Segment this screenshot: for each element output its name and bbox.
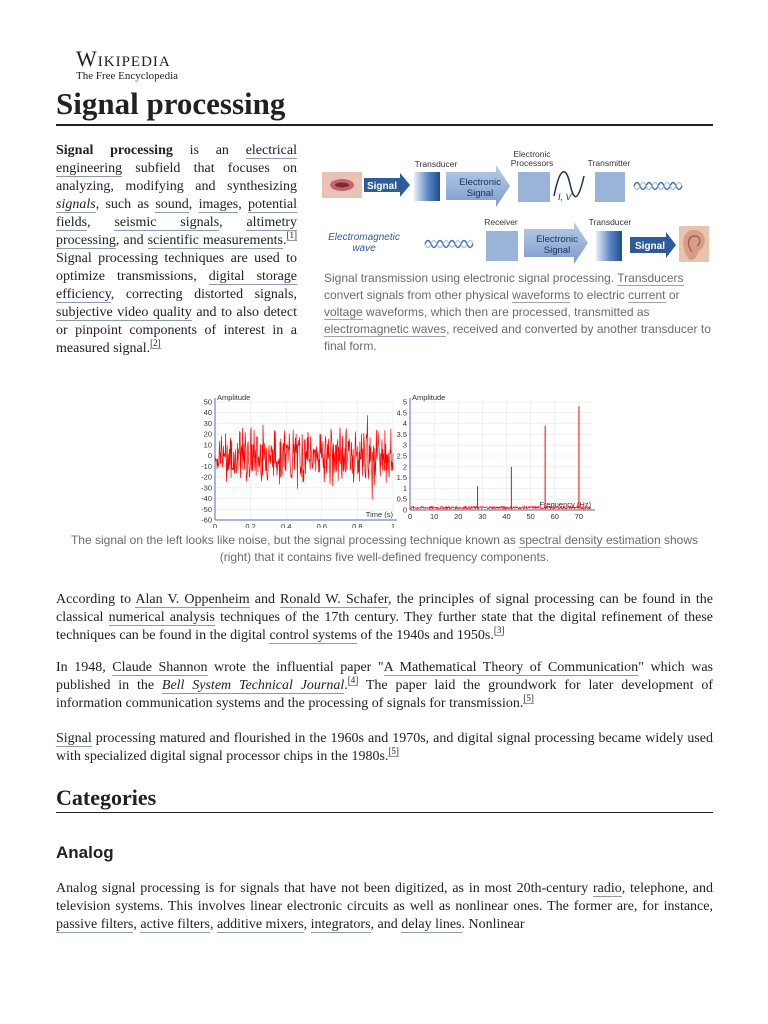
y-tick-label: 1.5: [396, 473, 407, 483]
site-tagline: The Free Encyclopedia: [76, 70, 179, 82]
y-tick-label: 5: [402, 397, 407, 407]
y-tick-label: -20: [201, 472, 212, 482]
x-tick-label: 10: [429, 512, 439, 521]
citation-5b[interactable]: [5]: [388, 746, 399, 757]
x-tick-label: 30: [478, 512, 487, 521]
mouth-image: [322, 172, 362, 198]
y-tick-label: 2: [402, 462, 407, 472]
x-tick-label: 50: [526, 512, 535, 521]
y-tick-label: 4.5: [396, 408, 407, 418]
link-electrical-engineering[interactable]: electrical engineering: [56, 143, 297, 176]
x-axis-label: Frequency (Hz): [539, 500, 591, 509]
receiver-block: [486, 231, 518, 261]
signal-arrow-2: [630, 232, 676, 258]
section-heading-categories: Categories: [56, 785, 157, 810]
link-scientific-measurements[interactable]: scientific measurements: [147, 233, 283, 248]
link-altimetry-processing[interactable]: altimetry processing: [56, 215, 298, 248]
y-tick-label: 20: [203, 429, 212, 439]
link-potential-fields[interactable]: potential fields: [56, 197, 298, 230]
processors-label: Electronic Processors: [510, 149, 554, 168]
x-tick-label: 0.2: [245, 522, 256, 528]
citation-5[interactable]: [5]: [523, 693, 534, 704]
page-title: Signal processing: [56, 86, 286, 121]
y-tick-label: 0.5: [396, 494, 407, 504]
link-signal[interactable]: Signal: [56, 731, 92, 746]
y-axis-label: Amplitude: [217, 393, 251, 402]
electronic-signal-arrow: [446, 165, 510, 207]
signal-label: Signal: [366, 181, 398, 192]
x-tick-label: 1: [390, 522, 396, 528]
transducer-block-2: [596, 231, 622, 261]
link-mathematical-theory-of-communication[interactable]: A Mathematical Theory of Communication: [383, 660, 639, 675]
y-tick-label: -30: [201, 483, 212, 493]
link-claude-shannon[interactable]: Claude Shannon: [112, 660, 208, 675]
link-bell-system-technical-journal[interactable]: Bell System Technical Journal: [161, 678, 345, 693]
y-tick-label: 0: [402, 505, 407, 515]
link-ronald-schafer[interactable]: Ronald W. Schafer: [280, 592, 389, 607]
y-tick-label: 3: [402, 440, 407, 450]
signal-transmission-diagram[interactable]: [320, 146, 713, 264]
electronic-signal-label-2: Electronic Signal: [536, 234, 578, 256]
x-tick-label: 20: [454, 512, 463, 521]
y-tick-label: 4: [402, 419, 407, 429]
x-tick-label: 0.4: [280, 522, 292, 528]
link-images[interactable]: images: [198, 197, 239, 212]
link-voltage[interactable]: voltage: [324, 305, 363, 319]
link-control-systems[interactable]: control systems: [269, 628, 357, 643]
link-seismic-signals[interactable]: seismic signals: [114, 215, 220, 230]
link-active-filters[interactable]: active filters: [140, 917, 210, 932]
citation-2[interactable]: [2]: [150, 338, 161, 349]
noise-spectrum-figure: [56, 386, 713, 566]
link-digital-storage-efficiency[interactable]: digital storage efficiency: [56, 269, 298, 302]
lead-paragraph: Signal processing is an electrical engineering subfield that focuses on analyzing, modifying and synthesizing signals, such as sound, images, potential fields, seismic signals, altimetry processing, and scientific measurements.[1] Signal processing techniques are used to optimize transmissions, digital storage efficiency, correcting distorted signals, subjective video quality and to also detect or pinpoint components of interest in a measured signal.[2]: [56, 143, 298, 356]
x-tick-label: 0: [212, 522, 218, 528]
transducer-block: [414, 172, 440, 201]
signal-label-2: Signal: [634, 241, 666, 252]
transmitter-label: Transmitter: [587, 158, 631, 168]
transmitter-block: [595, 172, 625, 202]
y-tick-label: 10: [203, 440, 212, 450]
y-tick-label: -10: [201, 461, 212, 471]
title-divider: [56, 124, 713, 126]
site-name: Wikipedia: [76, 46, 171, 71]
link-alan-oppenheim[interactable]: Alan V. Oppenheim: [135, 592, 250, 607]
link-passive-filters[interactable]: passive filters: [56, 917, 134, 932]
x-tick-label: 0.8: [352, 522, 363, 528]
frequency-domain-chart: [397, 393, 595, 521]
x-axis-label: Time (s): [365, 510, 393, 519]
link-additive-mixers[interactable]: additive mixers: [216, 917, 304, 932]
x-tick-label: 0.6: [316, 522, 328, 528]
subsection-heading-analog: Analog: [56, 843, 114, 862]
analog-paragraph: Analog signal processing is for signals that have not been digitized, as in most 20th-century radio, telephone, and television systems. This involves linear electronic circuits as well as nonlinear ones. The former are, for instance, passive filters, active filters, additive mixers, integrators, and delay lines. Nonlinear: [56, 881, 713, 932]
figure2-caption: The signal on the left looks like noise, but the signal processing technique known as spectral density estimation shows (right) that it contains five well-defined frequency components.: [70, 533, 699, 564]
time-domain-chart: [201, 393, 397, 528]
y-axis-label: Amplitude: [412, 393, 446, 402]
y-tick-label: -60: [201, 515, 212, 525]
link-subjective-video-quality[interactable]: subjective video quality: [56, 305, 192, 320]
transducer-label: Transducer: [414, 159, 458, 169]
em-wave-label: Electromagnetic wave: [328, 232, 400, 254]
transducer-label-2: Transducer: [588, 217, 632, 227]
link-numerical-analysis[interactable]: numerical analysis: [108, 610, 215, 625]
x-tick-label: 70: [574, 512, 584, 521]
x-tick-label: 60: [550, 512, 559, 521]
citation-3[interactable]: [3]: [493, 625, 505, 636]
ear-image: [679, 226, 709, 262]
y-tick-label: -40: [201, 494, 212, 504]
link-signals[interactable]: signals: [56, 197, 96, 212]
receiver-label: Receiver: [484, 217, 518, 227]
lead-bold-term: Signal processing: [56, 143, 173, 158]
y-tick-label: 2.5: [396, 451, 407, 461]
history-paragraph-3: Signal processing matured and flourished in the 1960s and 1970s, and digital signal processing became widely used with specialized digital signal processor chips in the 1980s.[5]: [56, 731, 713, 764]
link-spectral-density-estimation[interactable]: spectral density estimation: [519, 533, 661, 547]
figure1-caption: Signal transmission using electronic signal processing. Transducers convert signals from other physical waveforms to electric current or voltage waveforms, which then are processed, transmitted as electromagnetic waves, received and converted by another transducer to final form.: [324, 271, 711, 353]
link-electromagnetic-waves[interactable]: electromagnetic waves: [324, 322, 447, 336]
link-radio[interactable]: radio: [592, 881, 622, 896]
electronic-signal-arrow-2: [524, 222, 588, 264]
link-waveforms[interactable]: waveforms: [512, 288, 571, 302]
citation-4[interactable]: [4]: [347, 675, 359, 686]
iv-label: I, V: [558, 192, 572, 202]
history-paragraph-1: According to Alan V. Oppenheim and Ronald W. Schafer, the principles of signal processing can be found in the classical numerical analysis techniques of the 17th century. They further state that the digital refinement of these techniques can be found in the digital control systems of the 1940s and 1950s.[3]: [56, 592, 713, 643]
signal-transmission-figure: [320, 146, 713, 356]
y-tick-label: 3.5: [396, 429, 407, 439]
link-sound[interactable]: sound: [155, 197, 189, 212]
link-delay-lines[interactable]: delay lines: [401, 917, 462, 932]
wikipedia-logo[interactable]: [76, 48, 178, 82]
x-tick-label: 40: [502, 512, 511, 521]
y-tick-label: 30: [203, 418, 212, 428]
y-tick-label: 0: [207, 451, 212, 461]
y-tick-label: 40: [203, 408, 212, 418]
x-tick-label: 0: [407, 512, 413, 521]
y-tick-label: 50: [203, 397, 212, 407]
history-paragraph-2: In 1948, Claude Shannon wrote the influential paper "A Mathematical Theory of Communication" which was published in the Bell System Technical Journal.[4] The paper laid the groundwork for later development of information communication systems and the processing of signals for transmission.[5]: [56, 660, 714, 711]
link-transducers[interactable]: Transducers: [617, 271, 684, 285]
electronic-signal-label: Electronic Signal: [459, 177, 501, 199]
noise-spectrum-charts[interactable]: [56, 386, 713, 528]
y-tick-label: -50: [201, 504, 212, 514]
y-tick-label: 1: [402, 483, 407, 493]
link-integrators[interactable]: integrators: [310, 917, 371, 932]
citation-1[interactable]: [1]: [286, 230, 297, 241]
section-divider: [56, 812, 713, 813]
link-current[interactable]: current: [628, 288, 666, 302]
signal-arrow: [364, 173, 410, 197]
processors-block: [518, 172, 550, 202]
